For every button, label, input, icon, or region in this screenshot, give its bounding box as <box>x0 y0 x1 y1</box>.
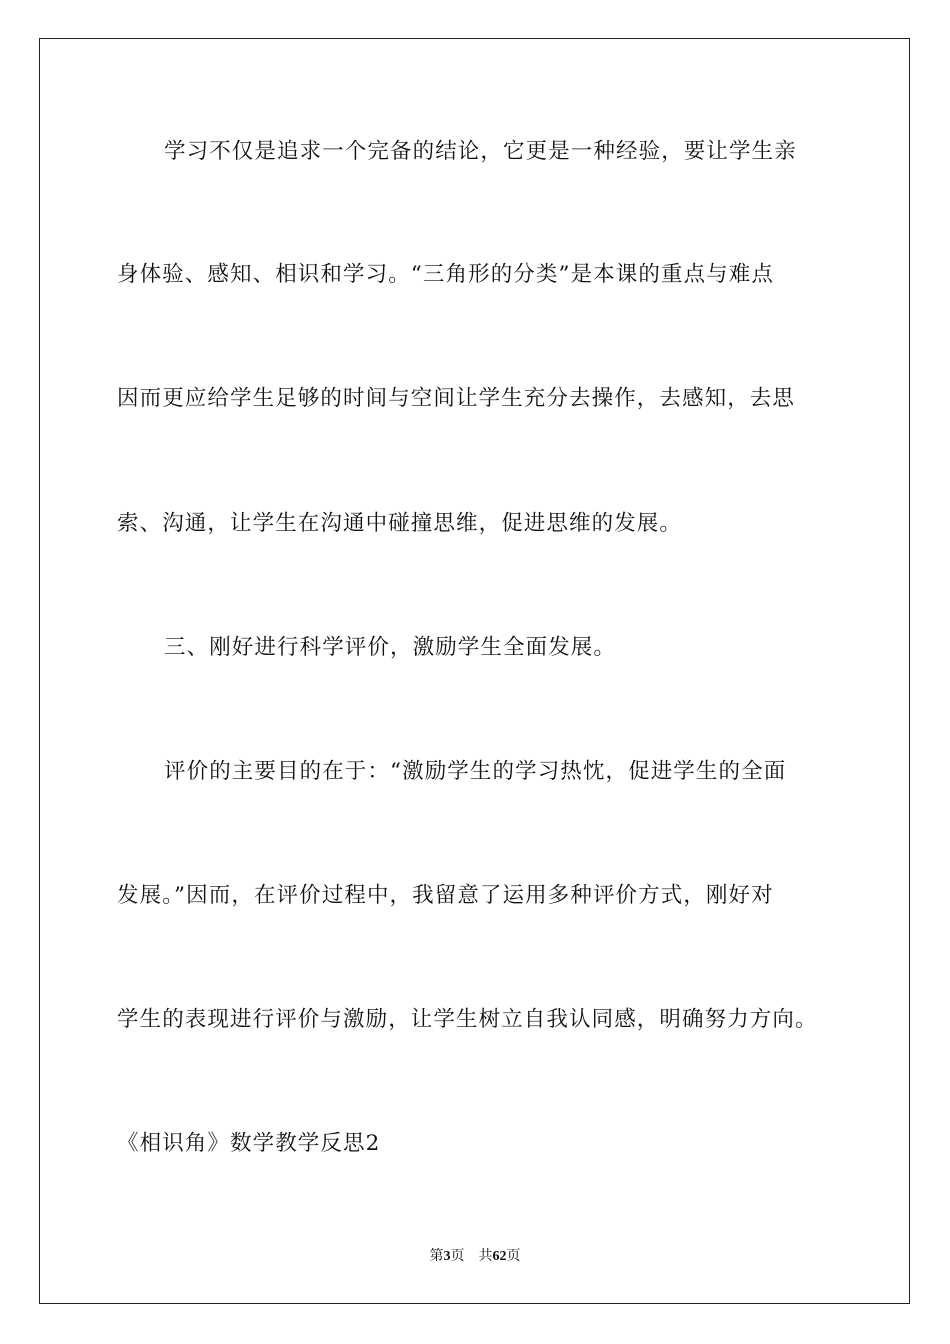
footer-page-current: 3 <box>443 1249 451 1264</box>
paragraph-1-line-3: 因而更应给学生足够的时间与空间让学生充分去操作，去感知，去思 <box>117 386 796 411</box>
footer-total-prefix: 共 <box>478 1249 493 1264</box>
footer-page-total: 62 <box>492 1249 507 1264</box>
page-border <box>39 38 910 1304</box>
footer-total-suffix: 页 <box>506 1249 521 1264</box>
section-title: 《相识角》数学教学反思2 <box>117 1131 381 1156</box>
paragraph-3-line-1: 评价的主要目的在于：“激励学生的学习热忱，促进学生的全面 <box>164 759 787 784</box>
paragraph-1-line-4: 索、沟通，让学生在沟通中碰撞思维，促进思维的发展。 <box>117 511 683 536</box>
paragraph-1-line-2: 身体验、感知、相识和学习。“三角形的分类”是本课的重点与难点 <box>117 262 774 287</box>
paragraph-3-line-2: 发展。”因而，在评价过程中，我留意了运用多种评价方式，刚好对 <box>117 883 774 908</box>
paragraph-3-line-3: 学生的表现进行评价与激励，让学生树立自我认同感，明确努力方向。 <box>117 1007 818 1032</box>
paragraph-1-line-1: 学习不仅是追求一个完备的结论，它更是一种经验，要让学生亲 <box>164 139 797 164</box>
paragraph-2-line-1: 三、刚好进行科学评价，激励学生全面发展。 <box>164 635 617 660</box>
page-footer <box>0 1248 950 1266</box>
footer-page-suffix: 页 <box>450 1249 465 1264</box>
footer-page-prefix: 第 <box>429 1249 444 1264</box>
